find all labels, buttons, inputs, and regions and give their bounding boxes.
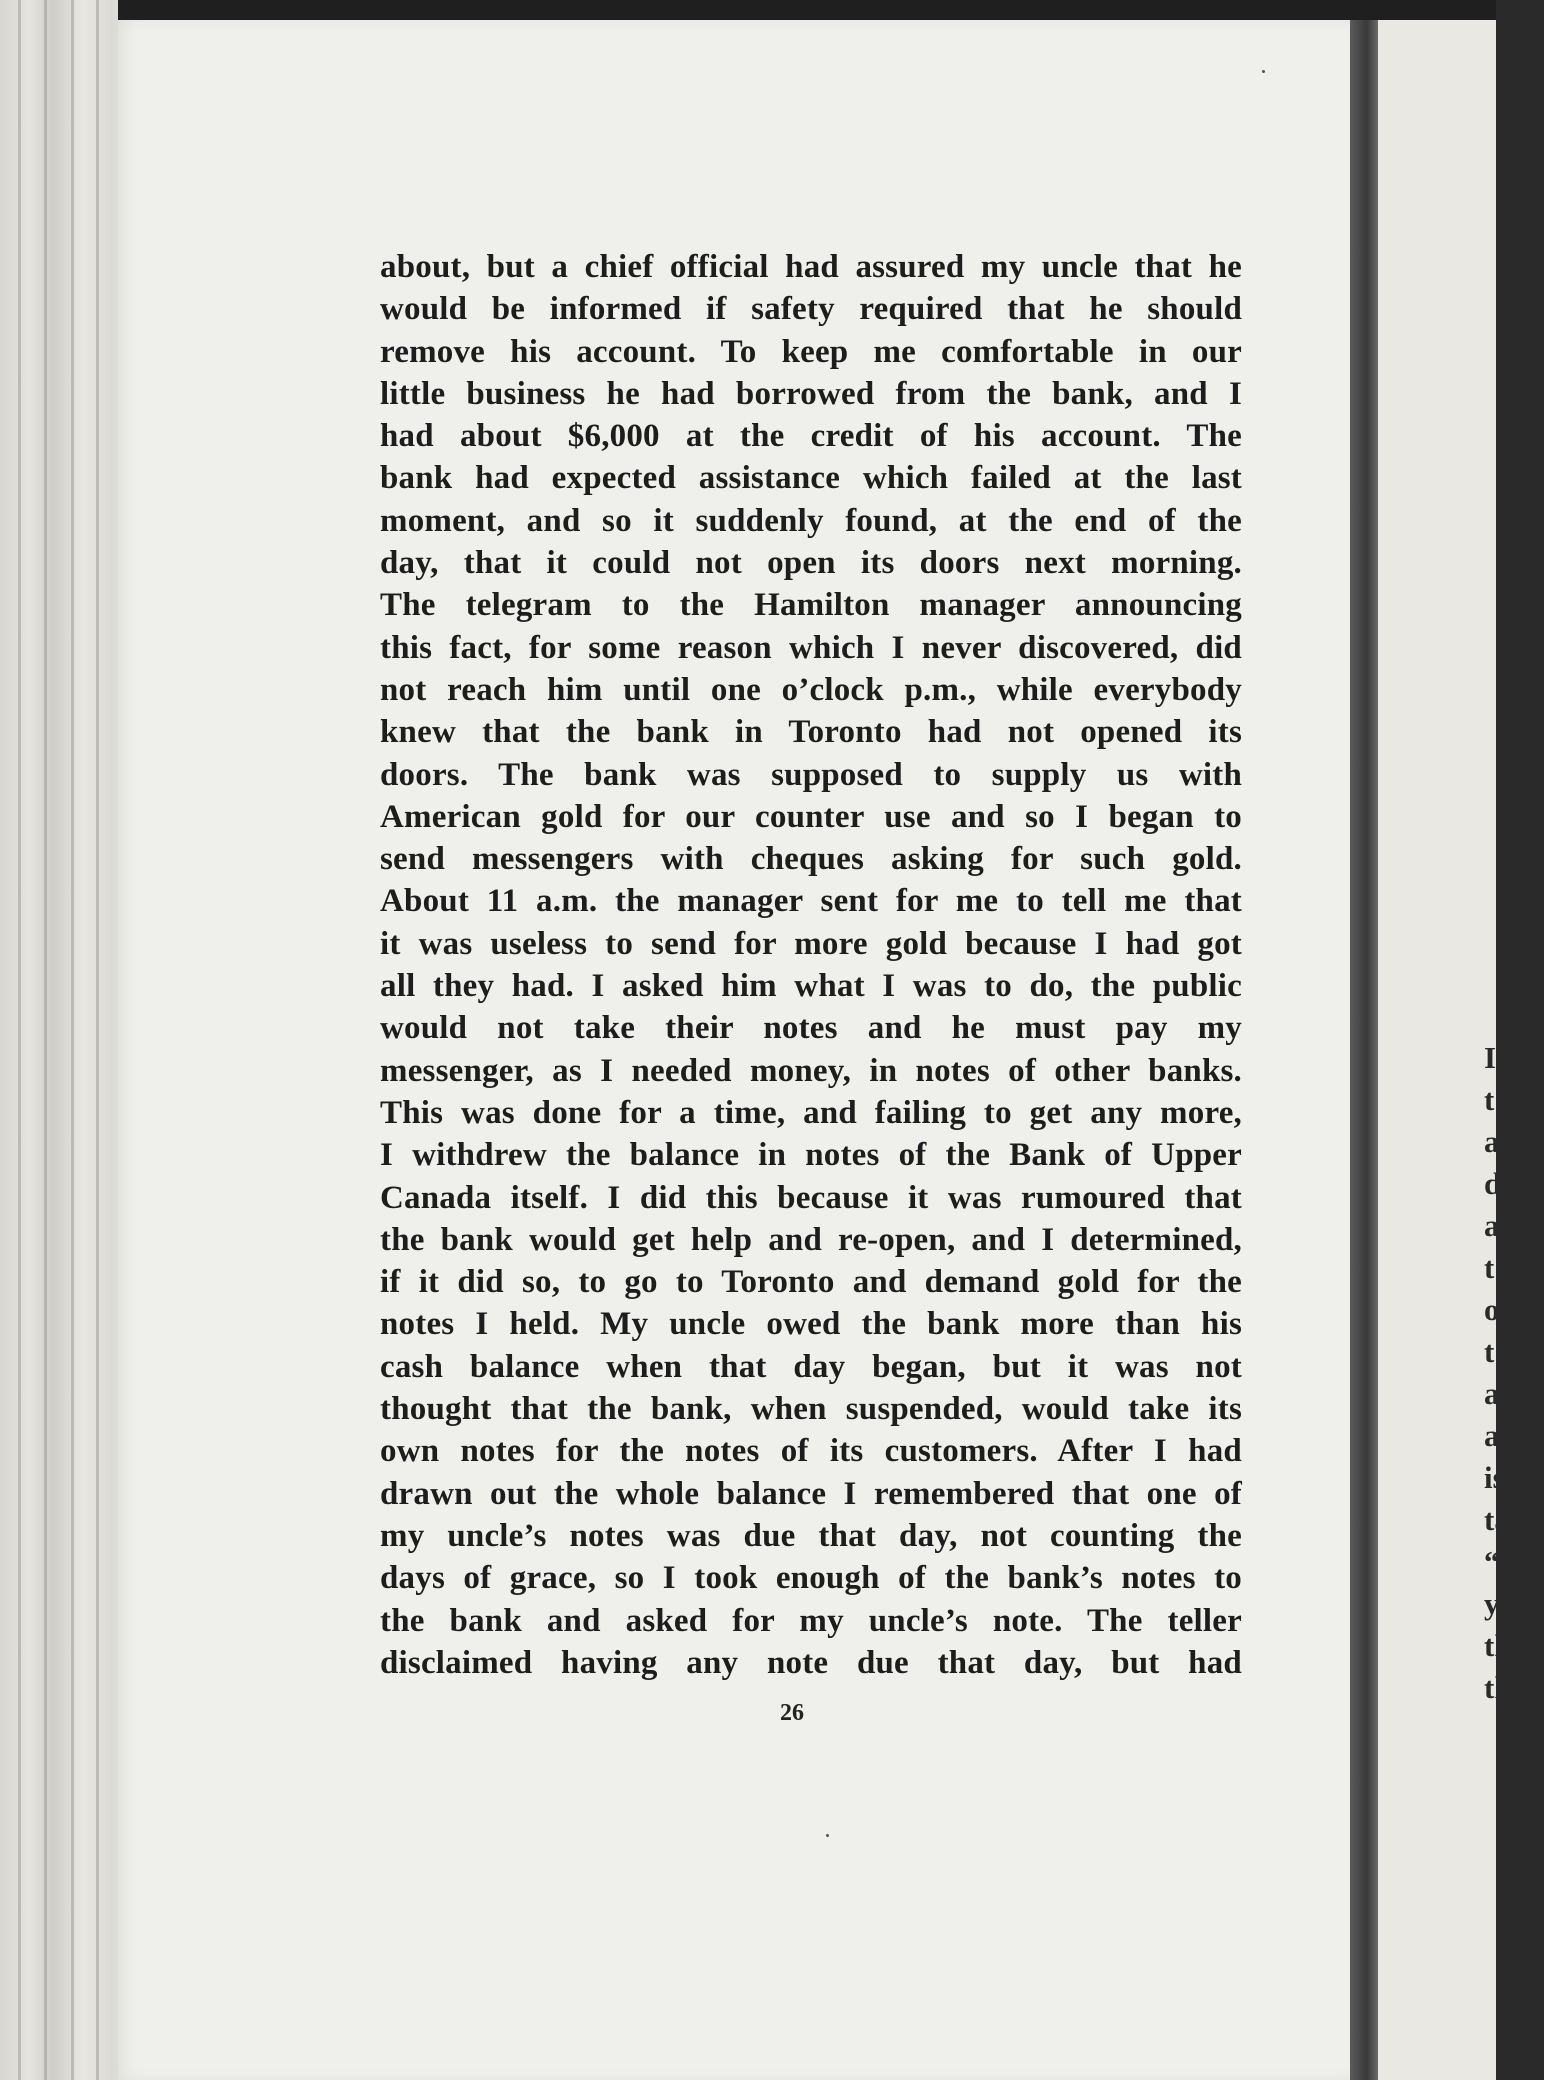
text-line: The telegram to the Hamilton manager announcing [380, 587, 1242, 624]
facing-fragment: ta [1484, 1502, 1510, 1537]
page-number: 26 [780, 1700, 804, 1726]
text-line: would be informed if safety required that he should [380, 291, 1242, 328]
facing-fragment: t [1484, 1082, 1495, 1117]
text-line: remove his account. To keep me comfortable in our [380, 333, 1242, 370]
text-line: it was useless to send for more gold because I had got [380, 925, 1242, 962]
text-line: little business he had borrowed from the bank, and I [380, 375, 1242, 412]
text-line: messenger, as I needed money, in notes of other banks. [380, 1052, 1242, 1089]
text-line: days of grace, so I took enough of the bank’s notes to [380, 1560, 1242, 1597]
text-line: my uncle’s notes was due that day, not counting the [380, 1517, 1242, 1554]
text-line: disclaimed having any note due that day, but had [380, 1644, 1242, 1681]
text-line: About 11 a.m. the manager sent for me to tell me that [380, 883, 1242, 920]
text-line: this fact, for some reason which I never discovered, did [380, 629, 1242, 666]
facing-fragment: ye [1484, 1586, 1514, 1621]
text-line: moment, and so it suddenly found, at the end of the [380, 502, 1242, 539]
text-line: I withdrew the balance in notes of the Bank of Upper [380, 1137, 1242, 1174]
facing-fragment: th [1484, 1670, 1512, 1705]
text-line: cash balance when that day began, but it was not [380, 1348, 1242, 1385]
facing-fragment: “I [1484, 1544, 1512, 1579]
facing-fragment: o [1484, 1292, 1500, 1327]
facing-fragment: a [1484, 1376, 1500, 1411]
text-line: about, but a chief official had assured my uncle that he [380, 249, 1242, 285]
text-line: if it did so, to go to Toronto and demand gold for the [380, 1264, 1242, 1301]
facing-fragment: t [1484, 1250, 1495, 1285]
facing-fragment: I [1484, 1040, 1497, 1075]
book-binding [1350, 20, 1378, 2080]
paper-speck [826, 1834, 829, 1837]
facing-fragment: a [1484, 1208, 1500, 1243]
text-line: bank had expected assistance which failed at the last [380, 460, 1242, 497]
text-line: notes I held. My uncle owed the bank more than his [380, 1306, 1242, 1343]
text-line: thought that the bank, when suspended, would take its [380, 1391, 1242, 1428]
facing-fragment: t [1484, 1334, 1495, 1369]
facing-fragment: a [1484, 1124, 1500, 1159]
text-line: would not take their notes and he must pay my [380, 1010, 1242, 1047]
facing-fragment: d [1484, 1166, 1502, 1201]
text-line: the bank would get help and re-open, and I determined, [380, 1221, 1242, 1258]
top-shadow [118, 0, 1496, 22]
text-line: American gold for our counter use and so I began to [380, 798, 1242, 835]
facing-fragment: is [1484, 1460, 1505, 1495]
text-line: knew that the bank in Toronto had not opened its [380, 714, 1242, 751]
facing-fragment: th [1484, 1628, 1512, 1663]
facing-fragment: a [1484, 1418, 1500, 1453]
paper-speck [1262, 70, 1265, 73]
text-line: drawn out the whole balance I remembered that one of [380, 1475, 1242, 1512]
text-line: doors. The bank was supposed to supply us with [380, 756, 1242, 793]
text-line: had about $6,000 at the credit of his account. The [380, 418, 1242, 455]
text-line: all they had. I asked him what I was to do, the public [380, 968, 1242, 1005]
body-text [380, 246, 1242, 1684]
text-line: not reach him until one o’clock p.m., while everybody [380, 671, 1242, 708]
text-line: the bank and asked for my uncle’s note. The teller [380, 1602, 1242, 1639]
facing-page [1378, 20, 1496, 2080]
text-line: day, that it could not open its doors next morning. [380, 545, 1242, 582]
text-line: This was done for a time, and failing to get any more, [380, 1094, 1242, 1131]
text-line: own notes for the notes of its customers. After I had [380, 1433, 1242, 1470]
text-line: Canada itself. I did this because it was rumoured that [380, 1179, 1242, 1216]
text-line: send messengers with cheques asking for such gold. [380, 841, 1242, 878]
